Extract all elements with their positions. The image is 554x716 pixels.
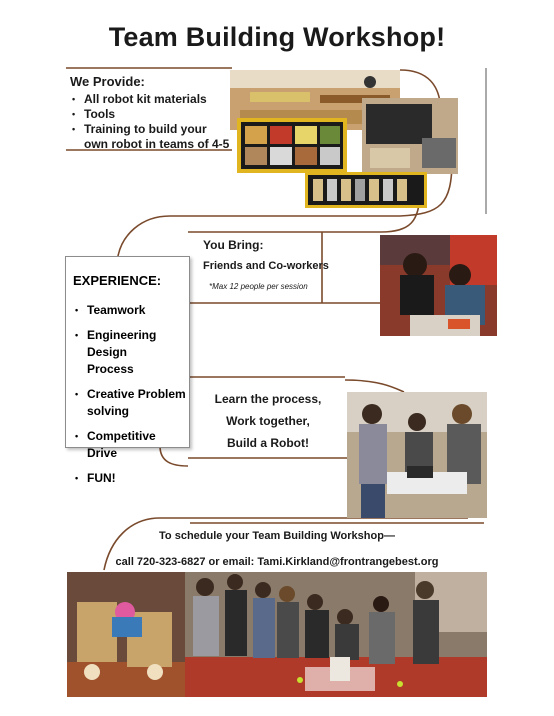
page-title: Team Building Workshop! xyxy=(108,22,446,52)
experience-item: • Creative Problem solving xyxy=(73,386,187,420)
you-bring-section xyxy=(203,238,329,291)
provide-item: • Training to build your own robot in teams of 4-5 xyxy=(70,122,230,152)
experience-item: • Competitive Drive xyxy=(73,428,189,462)
process-line: Learn the process, xyxy=(214,392,322,406)
session-note: *Max 12 people per session xyxy=(209,282,308,291)
experience-item: • FUN! xyxy=(73,470,189,487)
provide-item: • All robot kit materials xyxy=(70,92,230,107)
you-bring-line: Friends and Co-workers xyxy=(203,260,329,272)
participants-photo-2 xyxy=(347,392,487,518)
process-line: Build a Robot! xyxy=(227,436,309,450)
group-photo-bottom xyxy=(185,572,487,697)
robot-kit-photo-4 xyxy=(305,172,427,208)
process-line: Work together, xyxy=(226,414,310,428)
robot-kit-photo-3 xyxy=(362,98,458,174)
process-section xyxy=(196,388,340,454)
experience-box xyxy=(65,256,190,485)
experience-item: • Engineering Design Process xyxy=(73,327,167,378)
robot-photo-bottom xyxy=(67,572,185,697)
robot-kit-photo-2 xyxy=(237,118,347,173)
experience-item: • Teamwork xyxy=(73,302,189,319)
we-provide-heading: We Provide: xyxy=(70,74,145,89)
participants-photo-1 xyxy=(380,235,497,336)
you-bring-heading: You Bring: xyxy=(203,238,264,252)
provide-item: • Tools xyxy=(70,107,230,122)
we-provide-section xyxy=(70,74,230,152)
schedule-heading: To schedule your Team Building Workshop— xyxy=(159,530,395,542)
experience-heading: EXPERIENCE: xyxy=(73,273,162,288)
schedule-contact: call 720-323-6827 or email: Tami.Kirkland@frontrangebest.org xyxy=(115,556,439,568)
